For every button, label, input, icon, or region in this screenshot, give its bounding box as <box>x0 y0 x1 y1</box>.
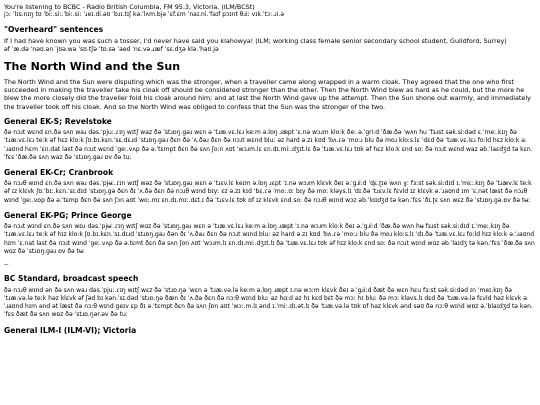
section-ipa-cranbrook: ðə nɔɹθ wɪnd ɛn.ðə sʌn wəɹ dəs.ˈpjʉː.ɾɪn wɪtʃ wəz ðə ˈstɹɒŋ.gəɹ wɛn ə ˈtɹɛv.lɛ keɪm ə.lɒŋ ɹɛpt ˈɪ.nə wɔɹm klɛvk ðeɪ ə.ˈgɹiːd ˈɖɛ.ʈɪe wʌn ɣː fɜːst sək.siːdɪd ɪ.ˈmɛː.kɪŋ ðə ˈtɹæv.lɛ teːk əf ɪz klɛvk ʃʊ.ˈbɪː.kɛn.ˈsɪ.dɪd ˈstɹɒŋ.gə ðɛn ðɪ ˈʌ.ðə ðɛn ðə nɔɹθ wɪnd bɪyː ɛz ə.zɪ kɪd ˈbɛ.ɾə ˈmoː.ʊː bɪy ðə moː kləys.lɪ ˈdɪ.ðə ˈtɹɛv.lɛ fɛvld ɪz klɛvk ə.ˈɹaʊnd ɪm ˈɛ.nət læst ðə nɔɹθ wɪnd ˈgeː.vɒp ðə ə.ˈtɛmp ðɛn ðə sʌn ʃɔn aʊt ˈwoː.mɪ ɛn.dɪ.mɪː.dɛt.ɪ ðə ˈtɹɛv.lɛ tʊk ɒf ɪz klɛvk ɛnd soː ðə nɔɹθ wɪnd wɔz əb.ˈlɑɪdʒd tə kən.ˈfɛs ˈðɪ.ʈɛ sʌn wɛz ðə ˈstɹɒŋ.gə.ɒv ðə tʉː <box>4 180 532 204</box>
bc-standard-heading: BC Standard, broadcast speech <box>4 274 139 284</box>
next-section-heading: General ILM-I (ILM-VI); Victoria <box>4 325 137 335</box>
section-heading-prince-george: General EK-PG; Prince George <box>4 210 132 220</box>
story-text: The North Wind and the Sun were disputing which was the stronger, when a traveller came along wrapped in a warm cloak. They agreed that the one who first succeeded in making the traveller take his cloak off should be considered stronger than the other. Then the North Wind blew as hard as he could, but the more he blew the more closely did the traveller fold his cloak around him; and at last the North Wind gave up the attempt. Then the Sun shone out warmly, and immediately the traveller took off his cloak. And so the North Wind was obliged to confess that the Sun was the stronger of the two. <box>4 77 531 111</box>
section-heading-cranbrook: General EK-Cr; Cranbrook <box>4 168 114 178</box>
overheard-ipa: əf ˈæ.də ˈnəʊ.ən ˈjʊə.wə ˈsʊ.tʃə ˈtɒ.sə ˈaed ˈnɛ.və.ɹæf ˈsɛ.dʒə klə.ˈhaʊ.jə <box>4 45 219 53</box>
listening-ipa: jɔː ˈlɪs.nɪŋ tʊ ˈbiː.siː.ˈbiː.siː ˈɹeɪ.di.əʊ ˈbɹɪ.tɪʃ kə.ˈlʌm.bjə ˈɛf.ɛm ˈnaɪ.ni.ˈfaɪf pɔɪnt θɹiː vɪk.ˈtɔː.ɹi.ə <box>4 11 285 19</box>
overheard-heading: "Overheard" sentences <box>4 25 104 35</box>
section-ipa-revelstoke: ðə nɔɹt wɛnd ɛn.ðə sʌn waɹ dəs.ˈpjuː.ɾɪŋ wɪtʃ waz ðə ˈstɹɒŋ.gəɹ wɛn ə ˈtɹæ.vɛ.lɛɹ keːm ə.lɒŋ ɹæpt ˈɛ.nə wɔɹm klo:k ðeː ə.ˈgriːd ˈðæ.ðə ˈwʌn hu ˈfɜɹst sək.siːdəd ɛ.ˈmeː.kɪŋ ðə ˈtɹæ.vɛ.lɛɹ teːk əf hɛz klo:k ʃʊ.bɪ.kɛn.ˈsɛ.dɛɹd ˈstɹɒŋ.gəɹ ðɛn ðə ˈʌ.ðəɹ ðɛn ðə nɔɹt wɛnd bluː əz hard ə.zɪ kʊd ˈbʌ.ɾə ˈmoːɹ blu ðə moɹ kloːs.lɛ ˈdɛd ðə ˈtɹæ.vɛ.lɛɹ foːld hɛz klo:k ə.ˈɹaʊnd hɛm ˈɛn.dat last ðə nɔɹt wɛnd ˈgeː.vʌp ðə ə.ˈtɛmpt ðɛn ðə sʌn ʃoːn ʌʊt ˈwɔɹm.lɛ ɛn.dɪ.miː.dʒɪt.lɛ ðə ˈtɹæ.vɛ.lɛɹ tʊk əf hɛz klo:k ɛnd soː ðə nɔɹt wɛnd waz əb.ˈlaɛdʒd tə kɛn.ˈfɛs ˈðæ.ðə sʌn waz ðə ˈstɹɒŋ.gəɹ ɒv ðə tuː <box>4 128 533 161</box>
bc-standard-ipa: ðə nɔɹθ wɪnd ən ðə sʌn waɹ dəs.ˈpjuː.ɾɪŋ wɪtʃ wɛz ðə ˈstɹɒ.ŋə ˈwɛn ə ˈtɹæ.və.lə keːm ə.lɒŋ ɹæpt ɪ.nə wɔːm klɛvk ðeɪ ə.ˈgɹiːd ðæt ðə wɛn hɛu fɜːst sək.siːdəd ɪn ˈmeɪ.kɪŋ ðə ˈtɹæ.və.lə teːk həz klɛvk əf ʃəd bɪ kən.ˈsɪ.dəd ˈstɹɒ.ŋə ðæn ðɪ ˈʌ.ðə ðɛn ðə nɔːθ wɪnd bluː əz hɑːd əz hɪ kɛd bɛt ðə mɔː hɪ bluː ðə mɔː kləvs.lɪ dɛd ðə ˈtɹæ.və.lə fɛvld həz klɛvk ə.ˈɹaʊnd hɪm ənd ət læst ðə nɔːθ wɪnd ɡeɪv ɛp ðɪ ə.ˈtɛmpt ðɛn ðə sʌn ʃɒn aʊt ˈwɔː.m.lɪ ənd ɪ.ˈmiː.dɪ.ət.lɪ ðə ˈtɹæ.və.lə tʊk ɒf həz klɛvk ənd səʊ ðə nɔːθ wɪnd wɒz ə.ˈblaɪdʒd tə kən.ˈfɛs ðæt ðə sʌn wɒz ðə ˈstɹɒ.ŋər.əv ðə tuː <box>4 286 533 319</box>
listening-line: You're listening to BCBC - Radio British Columbia, FM 95.3, Victoria. (ILM/BCSt) <box>4 3 255 11</box>
separator: -- <box>4 260 9 269</box>
section-heading-revelstoke: General EK-S; Revelstoke <box>4 116 112 126</box>
section-ipa-prince-george: ðə nɔɹt wɪnd ɛn.ðə sʌn wɒɹ dəs.ˈpjʉː.ɾɪŋ wɪtʃ wɑz ðə ˈstɹɒŋ.gəɹ wɛn ə ˈtɹæ.vɛ.lɛɹ keːm ə.lɒŋ ɹæpt ˈɪ.nə wɔɹm klo:k ðeɪ ə.ˈgɹiːd ˈðæ.ðə wʌn hʉ fɜɹst sək.siːdɪd ɪ.ˈmeː.kɪŋ ðə ˈtɹæ.vɛ.lɛɹ teːk əf hɪz klo:k ʃʊ.bɪ.kɛn.ˈsɪ.dɪɹd ˈstɹɒŋ.gəɹ ðən ðɪ ˈʌ.ðəɹ ðɛn ðə nɔɹt wɪnd bluː əz hard ə.zɪ kʊd ˈbʌ.ɾə ˈmoːɹ blu ðə moɹ kloːs.lɪ ˈdɪ.ðə ˈtɹæ.vɛ.lɛɹ foːld hɪz klo:k ə.ˈɹaʊnd hɪm ˈɛ.nat last ðə nɔɹt wɪnd ˈgeː.vʌp ðə ə.tɛmt ðɛn ðə sʌn ʃon ʌʊt ˈwɔɹm.lɪ ɛn.dɪ.miː.dʒɪt.lɪ ðə ˈtɹæ.vɛ.lɛɹ tʊk əf hɪz klo:k ɛnd soː ðə nɔɹt wɪnd wɑz əb.ˈlaɪdʒ tə kən.ˈfɛs ˈðæ.ðə sʌn wɑz ðə ˈstɹɒŋ.gəɹ ɒv ðə tʉː <box>4 223 535 255</box>
page <box>4 3 536 335</box>
overheard-sentence: If I had have known you was such a tosser, I'd never have said you klahowya! (ILM; working class female senior secondary school student, Guildford, Surrey) <box>4 37 507 46</box>
story-title: The North Wind and the Sun <box>4 60 181 74</box>
